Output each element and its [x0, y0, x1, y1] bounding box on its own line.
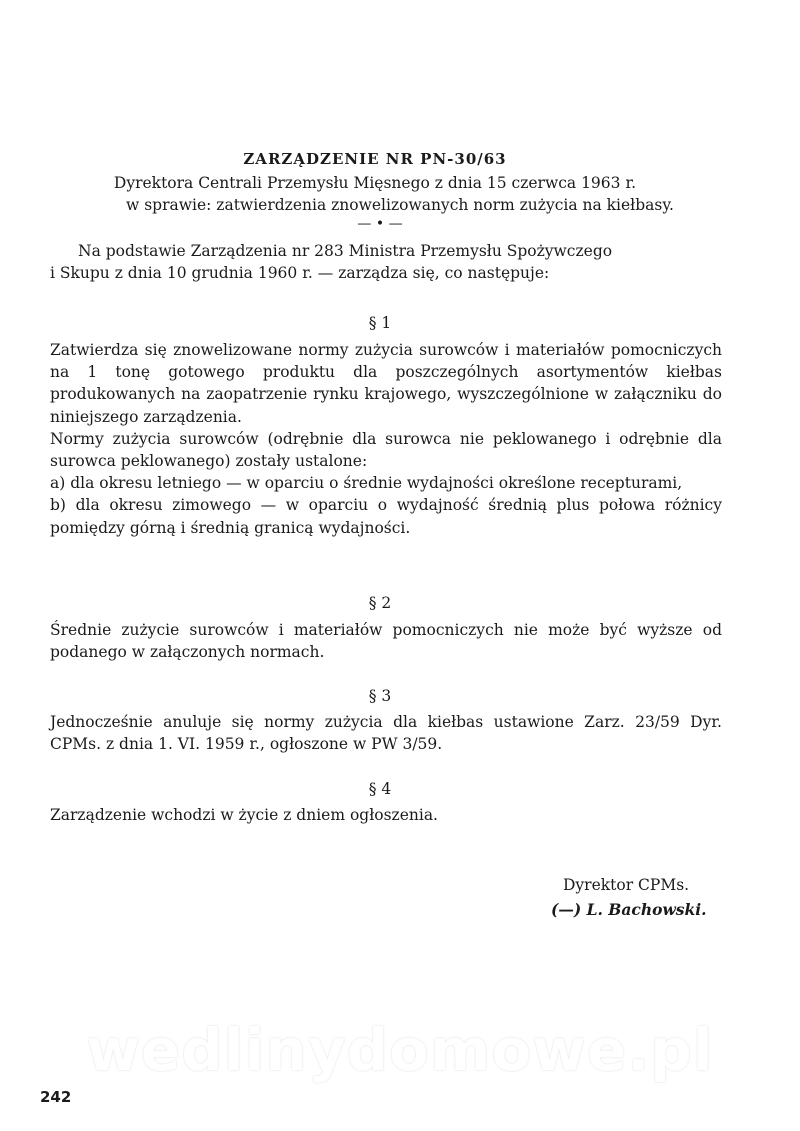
section-1-paragraph-2: Normy zużycia surowców (odrębnie dla surowca nie peklowanego i odrębnie dla surowca peklowanego) zostały ustalone: [50, 429, 722, 471]
section-3-body [50, 711, 722, 755]
section-1-heading: § 1 [368, 314, 392, 332]
preamble [50, 240, 722, 284]
section-1-item-b: b) dla okresu zimowego — w oparciu o wydajność średnią plus połowa różnicy pomiędzy górną i średnią granicą wydajności. [50, 496, 722, 537]
section-4-paragraph-1: Zarządzenie wchodzi w życie z dniem ogłoszenia. [50, 806, 438, 824]
section-4-heading: § 4 [368, 780, 392, 798]
issuer-line: Dyrektora Centrali Przemysłu Mięsnego z dnia 15 czerwca 1963 r. [113, 174, 637, 192]
signature-name: (—) L. Bachowski. [551, 900, 707, 919]
section-1-paragraph-1: Zatwierdza się znowelizowane normy zużycia surowców i materiałów pomocniczych na 1 tonę gotowego produktu dla poszczególnych asortymentów kiełbas produkowanych na zaopatrzenie rynku krajowego, wyszczególnione w załączniku do niniejszego zarządzenia. [50, 341, 722, 426]
section-1-item-a: a) dla okresu letniego — w oparciu o średnie wydajności określone recepturami, [50, 474, 683, 493]
subject-line: w sprawie: zatwierdzenia znowelizowanych norm zużycia na kiełbasy. [126, 196, 674, 214]
section-2-heading: § 2 [368, 594, 392, 612]
separator: — • — [357, 216, 403, 232]
watermark: wedlinydomowe.pl [86, 1016, 714, 1084]
section-3-heading: § 3 [368, 687, 392, 705]
preamble-line-2: i Skupu z dnia 10 grudnia 1960 r. — zarządza się, co następuje: [50, 264, 550, 283]
section-2-body [50, 619, 722, 663]
signature-position: Dyrektor CPMs. [563, 876, 690, 894]
section-4-body [50, 804, 722, 826]
page-number: 242 [40, 1088, 72, 1106]
section-1-body [50, 339, 722, 539]
document-title: ZARZĄDZENIE NR PN-30/63 [243, 150, 507, 168]
preamble-line-1: Na podstawie Zarządzenia nr 283 Ministra Przemysłu Spożywczego [78, 242, 613, 260]
section-2-paragraph-1: Średnie zużycie surowców i materiałów pomocniczych nie może być wyższe od podanego w załączonych normach. [50, 621, 722, 662]
section-3-paragraph-1: Jednocześnie anuluje się normy zużycia dla kiełbas ustawione Zarz. 23/59 Dyr. CPMs. z dnia 1. VI. 1959 r., ogłoszone w PW 3/59. [50, 713, 722, 754]
